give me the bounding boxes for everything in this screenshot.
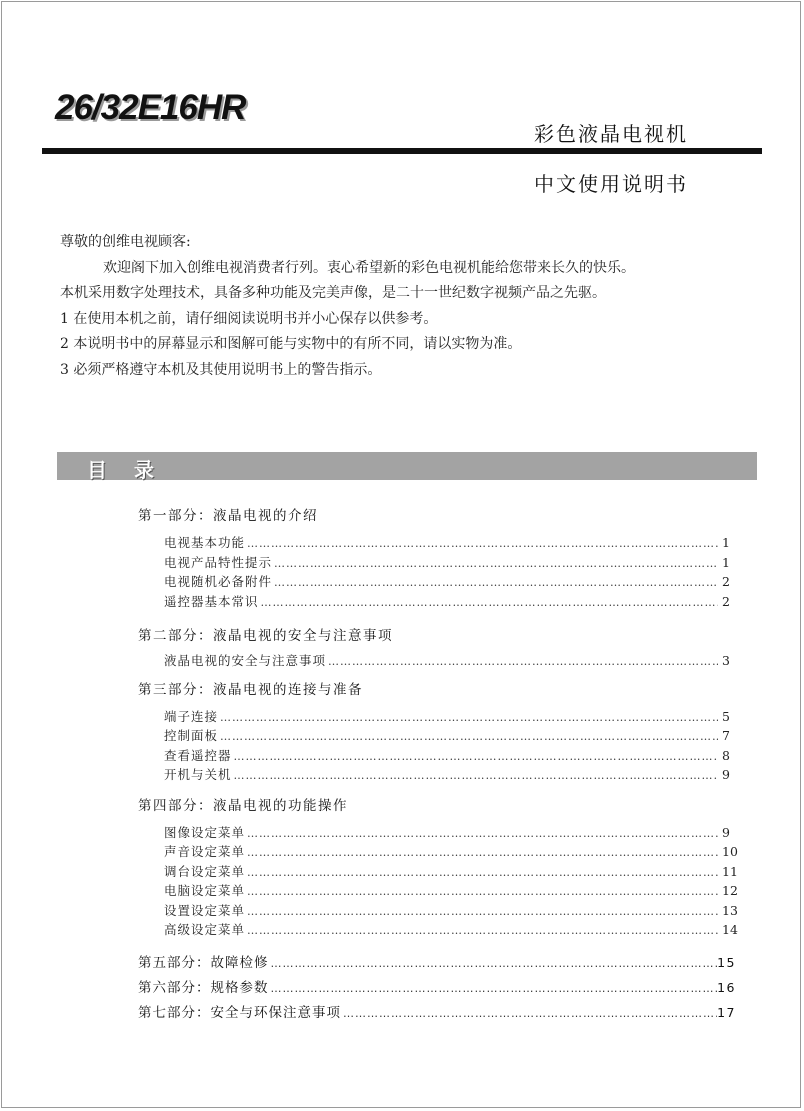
toc-part-1	[138, 506, 738, 611]
toc-part-title[interactable]: 第一部分：液晶电视的介绍	[138, 508, 318, 524]
toc-part-7[interactable]: 第七部分：安全与环保注意事项 …………………………………………………………………………………………………………………………………………………………………………………… 17	[138, 1003, 736, 1023]
header-rule	[42, 148, 762, 154]
toc-part-4	[138, 796, 738, 940]
toc-item[interactable]: 控制面板 …………………………………………………………………………………………………………………………………………………………………………………… 7	[164, 726, 740, 746]
tech-paragraph: 本机采用数字处理技术，具备多种功能及完美声像，是二十一世纪数字视频产品之先驱。	[60, 285, 606, 301]
toc-part-3	[138, 680, 738, 785]
toc-item[interactable]: 遥控器基本常识 …………………………………………………………………………………………………………………………………………………………………………………… 2	[164, 592, 740, 612]
toc-title: 目 录	[87, 458, 164, 482]
toc-item[interactable]: 设置设定菜单 …………………………………………………………………………………………………………………………………………………………………………………… 13	[164, 901, 740, 921]
table-of-contents	[138, 506, 738, 1023]
note-3: 3 必须严格遵守本机及其使用说明书上的警告指示。	[60, 361, 382, 378]
toc-part-5[interactable]: 第五部分：故障检修 …………………………………………………………………………………………………………………………………………………………………………………… 15	[138, 953, 736, 973]
toc-item[interactable]: 电视随机必备附件 …………………………………………………………………………………………………………………………………………………………………………………… 2	[164, 572, 740, 592]
welcome-paragraph: 欢迎阁下加入创维电视消费者行列。衷心希望新的彩色电视机能给您带来长久的快乐。	[103, 259, 635, 276]
toc-part-title[interactable]: 第二部分：液晶电视的安全与注意事项	[138, 628, 393, 644]
toc-part-6[interactable]: 第六部分：规格参数 …………………………………………………………………………………………………………………………………………………………………………………… 16	[138, 978, 736, 998]
toc-item[interactable]: 电脑设定菜单 …………………………………………………………………………………………………………………………………………………………………………………… 12	[164, 881, 740, 901]
toc-part-title[interactable]: 第四部分：液晶电视的功能操作	[138, 797, 348, 814]
intro-section	[60, 230, 770, 383]
product-name: 彩色液晶电视机	[534, 122, 688, 146]
toc-item[interactable]: 端子连接 …………………………………………………………………………………………………………………………………………………………………………………… 5	[164, 707, 740, 727]
toc-item[interactable]: 开机与关机 …………………………………………………………………………………………………………………………………………………………………………………… 9	[164, 765, 740, 785]
toc-item[interactable]: 电视基本功能 …………………………………………………………………………………………………………………………………………………………………………………… 1	[164, 533, 740, 553]
toc-header-bar	[57, 452, 757, 480]
greeting: 尊敬的创维电视顾客:	[60, 234, 191, 250]
note-2: 2 本说明书中的屏幕显示和图解可能与实物中的有所不同，请以实物为准。	[60, 336, 522, 352]
toc-item[interactable]: 电视产品特性提示 …………………………………………………………………………………………………………………………………………………………………………………… 1	[164, 553, 740, 573]
manual-title: 中文使用说明书	[534, 172, 688, 196]
toc-item[interactable]: 高级设定菜单 …………………………………………………………………………………………………………………………………………………………………………………… 14	[164, 920, 740, 940]
toc-part-2	[138, 626, 738, 671]
note-1: 1 在使用本机之前，请仔细阅读说明书并小心保存以供参考。	[60, 310, 438, 327]
toc-part-title[interactable]: 第三部分：液晶电视的连接与准备	[138, 681, 363, 698]
toc-item[interactable]: 图像设定菜单 …………………………………………………………………………………………………………………………………………………………………………………… 9	[164, 823, 740, 843]
toc-item[interactable]: 声音设定菜单 …………………………………………………………………………………………………………………………………………………………………………………… 10	[164, 842, 740, 862]
model-number: 26/32E16HR	[55, 88, 246, 127]
toc-item[interactable]: 液晶电视的安全与注意事项 …………………………………………………………………………………………………………………………………………………………………………………… 3	[164, 651, 740, 671]
toc-item[interactable]: 查看遥控器 …………………………………………………………………………………………………………………………………………………………………………………… 8	[164, 746, 740, 766]
toc-item[interactable]: 调台设定菜单 …………………………………………………………………………………………………………………………………………………………………………………… 11	[164, 862, 740, 882]
